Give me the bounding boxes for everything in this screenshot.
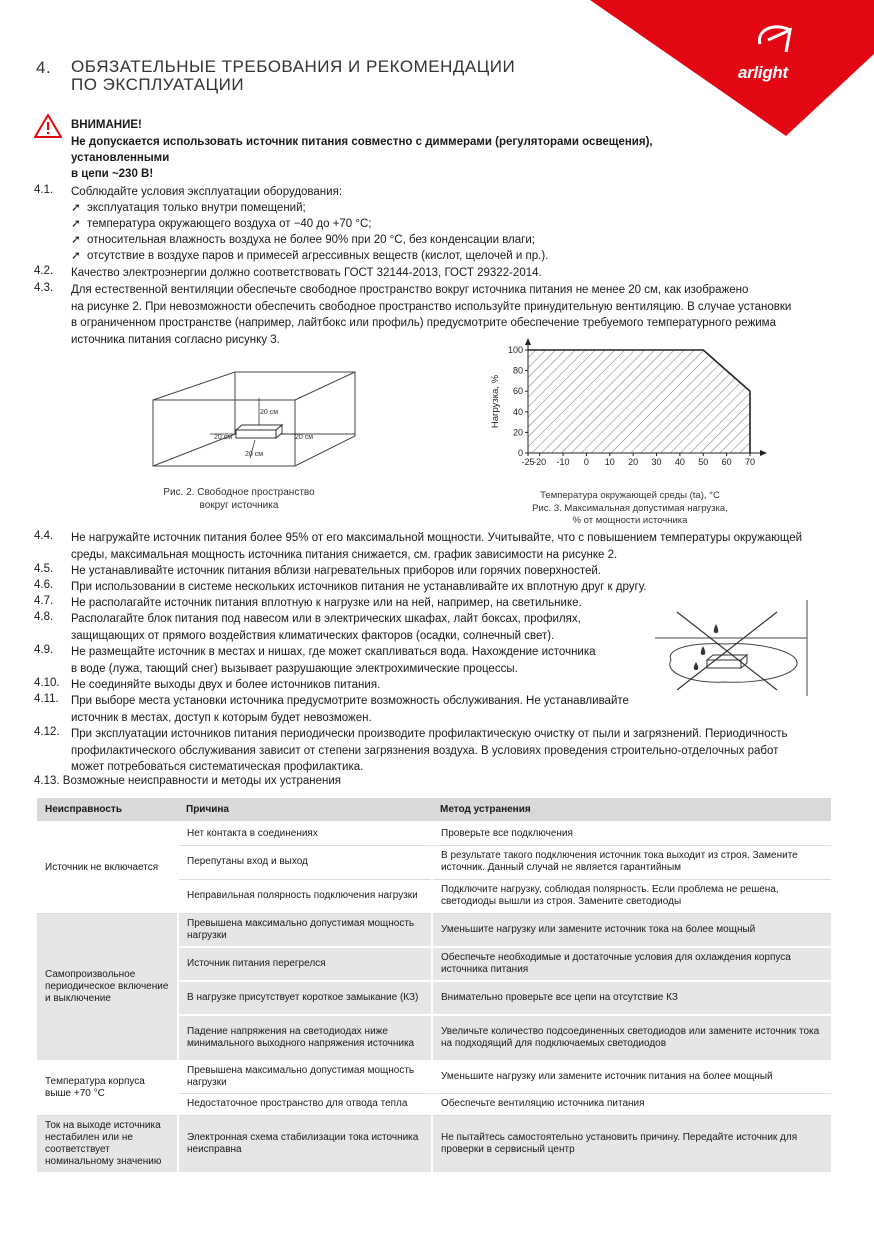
header-fix: Метод устранения [432,798,831,822]
water-prohibition-illustration [655,598,815,696]
arrow-bullet-icon: ➚ [71,234,81,246]
fig2-label-front: 20 см [245,451,264,458]
item-text-4-13: 4.13. Возможные неисправности и методы их устранения [34,775,342,787]
cause-cell: Перепутаны вход и выход [178,845,432,879]
figure2-caption: Рис. 2. Свободное пространство вокруг источника [163,487,315,511]
bullet-item: ➚ относительная влажность воздуха не более 90% при 20 °C, без конденсации влаги; [71,234,535,246]
table-header-row [37,798,831,822]
chart-x-tick-label: 40 [674,457,685,467]
fig2-label-left: 20 см [214,434,233,441]
derating-chart [488,338,768,490]
warning-title: ВНИМАНИЕ! [71,119,142,131]
cause-cell: Превышена максимально допустимая мощность нагрузки [178,913,432,947]
warning-line2: в цепи ~230 В! [71,168,154,180]
bullet-item: ➚ температура окружающего воздуха от −40 до +70 °C; [71,218,372,230]
cause-cell: Превышена максимально допустимая мощность нагрузки [178,1061,432,1093]
item-number-4-9: 4.9. [34,644,54,656]
warning-text [71,134,731,182]
item-text-4-12: При эксплуатации источников питания периодически производите профилактическую очистку от пыли и загрязнений. Периодичность профилактического обслуживания зависит от степени загрязнения воздуха. В условиях проведения строительно-отделочных работ может потребоваться систематическая профилактика. [71,728,788,773]
warning-line1: Не допускается использовать источник питания совместно с диммерами (регуляторами освещения), установленными [71,136,653,164]
chart-x-tick-label: 50 [698,457,709,467]
bullet-item: ➚ эксплуатация только внутри помещений; [71,202,306,214]
item-text-4-4: Не нагружайте источник питания более 95% от его максимальной мощности. Учитывайте, что с повышением температуры окружающей среды, максимальная мощность источника питания снижается, см. график зависимости на рисунке 2. [71,532,803,561]
fault-cell: Температура корпуса выше +70 °C [37,1061,178,1115]
fault-cell: Ток на выходе источника нестабилен или не соответствует номинальному значению [37,1115,178,1173]
chart-x-tick-label: -25 [521,457,535,467]
item-text-4-11: При выборе места установки источника предусмотрите возможность обслуживания. Не устанавливайте источник в местах, доступ к которым будет невозможен. [71,695,629,724]
section-title-line1: ОБЯЗАТЕЛЬНЫЕ ТРЕБОВАНИЯ И РЕКОМЕНДАЦИИ [71,57,516,76]
chart-y-tick-label: 80 [512,365,523,376]
brand-logo: arlight [738,63,788,82]
section-title [71,58,591,94]
fix-cell: Подключите нагрузку, соблюдая полярность. Если проблема не решена, светодиоды вышли из строя. Замените светодиоды [432,879,831,913]
chart-x-tick-label: 10 [604,457,615,467]
item-number-4-3: 4.3. [34,282,54,294]
cause-cell: Недостаточное пространство для отвода тепла [178,1093,432,1115]
chart-y-tick-label: 20 [512,427,523,438]
item-text-4-2: Качество электроэнергии должно соответствовать ГОСТ 32144-2013, ГОСТ 29322-2014. [71,267,542,279]
arrow-bullet-icon: ➚ [71,202,81,214]
cause-cell: Неправильная полярность подключения нагрузки [178,879,432,913]
cause-cell: В нагрузке присутствует короткое замыкание (КЗ) [178,981,432,1015]
cross-out-icon [677,612,777,690]
cause-cell: Электронная схема стабилизации тока источника неисправна [178,1115,432,1173]
fix-cell: Обеспечьте необходимые и достаточные условия для охлаждения корпуса источника питания [432,947,831,981]
section-number: 4. [36,58,52,77]
item-text-4-5: Не устанавливайте источник питания вблизи нагревательных приборов или горячих поверхностей. [71,565,601,577]
item-number-4-10: 4.10. [34,677,60,689]
arrow-bullet-icon: ➚ [71,218,81,230]
fig2-label-right: 20 см [295,434,314,441]
arrow-bullet-icon: ➚ [71,250,81,262]
item-number-4-7: 4.7. [34,595,54,607]
fix-cell: Не пытайтесь самостоятельно установить причину. Передайте источник для проверки в сервисный центр [432,1115,831,1173]
item-text-4-3: Для естественной вентиляции обеспечьте свободное пространство вокруг источника питания не менее 20 см, как изображено на рисунке 2. При невозможности обеспечить свободное пространство используйте принудительную вентиляцию. В случае установки в ограниченном пространстве (например, лайтбокс или профиль) предусмотрите обеспечение требуемого температурного режима источника питания согласно рисунку 3. [71,284,792,346]
chart-x-tick-label: 20 [628,457,639,467]
item-text-4-9: Не размещайте источник в местах и нишах, где может скапливаться вода. Нахождение источника в воде (лужа, тающий снег) вызывает разрушающие электрохимические процессы. [71,646,596,675]
item-number-4-8: 4.8. [34,611,54,623]
item-text-4-10: Не соединяйте выходы двух и более источников питания. [71,679,381,691]
item-number-4-5: 4.5. [34,563,54,575]
chart-x-label: Температура окружающей среды (ta), °C [540,490,720,501]
chart-y-tick-label: 40 [512,406,523,417]
chart-x-tick-label: -10 [556,457,570,467]
item-number-4-4: 4.4. [34,530,54,542]
chart-x-tick-label: 0 [583,457,589,467]
fix-cell: В результате такого подключения источник тока выходит из строя. Замените источник. Данный случай не является гарантийным [432,845,831,879]
chart-y-tick-label: 100 [507,345,523,355]
fault-cell: Самопроизвольное периодическое включение и выключение [37,913,178,1061]
table-row [37,1115,831,1173]
item-number-4-1: 4.1. [34,184,54,196]
chart-y-axis-arrow-icon [525,338,531,345]
chart-y-tick-label: 0 [517,448,523,458]
chart-y-tick-label: 60 [512,386,523,397]
item-number-4-6: 4.6. [34,579,54,591]
chart-x-tick-label: -20 [533,457,547,467]
chart-area-fill [528,350,750,453]
fix-cell: Уменьшите нагрузку или замените источник питания на более мощный [432,1061,831,1093]
item-number-4-12: 4.12. [34,726,60,738]
fault-cell: Источник не включается [37,822,178,913]
cause-cell: Источник питания перегрелся [178,947,432,981]
fix-cell: Проверьте все подключения [432,822,831,845]
chart-y-label: Нагрузка, % [490,374,501,429]
warning-triangle-icon [34,114,62,138]
chart-x-tick-label: 60 [721,457,732,467]
brand-corner [590,0,874,136]
fix-cell: Внимательно проверьте все цепи на отсутствие КЗ [432,981,831,1015]
chart-x-axis-arrow-icon [760,450,767,456]
fix-cell: Уменьшите нагрузку или замените источник тока на более мощный [432,913,831,947]
item-number-4-2: 4.2. [34,265,54,277]
item-text-4-1: Соблюдайте условия эксплуатации оборудования: [71,186,343,198]
item-text-4-6: При использовании в системе нескольких источников питания не устанавливайте их вплотную друг к другу. [71,581,647,593]
item-text-4-8: Располагайте блок питания под навесом или в электрических шкафах, лайт боксах, профилях, защищающих от прямого воздействия климатических факторов (осадки, солнечный свет). [71,613,581,642]
fig2-label-top: 20 см [260,409,279,416]
fix-cell: Увеличьте количество подсоединенных светодиодов или замените источник тока на подходящий для подключаемых светодиодов [432,1015,831,1061]
header-cause: Причина [178,798,432,822]
chart-x-tick-label: 30 [651,457,662,467]
table-row [37,913,831,947]
chart-x-tick-label: 70 [744,457,756,467]
figure3-caption: Температура окружающей среды (ta), °C Рис. 3. Максимальная допустимая нагрузка, % от мощности источника [506,490,754,528]
bullet-item: ➚ отсутствие в воздухе паров и примесей агрессивных веществ (кислот, щелочей и пр.). [71,250,549,262]
cause-cell: Падение напряжения на светодиодах ниже минимального выходного напряжения источника [178,1015,432,1061]
troubleshooting-table [37,798,831,1174]
section-title-line2: ПО ЭКСПЛУАТАЦИИ [71,75,245,94]
fix-cell: Обеспечьте вентиляцию источника питания [432,1093,831,1115]
item-number-4-11: 4.11. [34,693,59,705]
header-fault: Неисправность [37,798,178,822]
cause-cell: Нет контакта в соединениях [178,822,432,845]
item-text-4-7: Не располагайте источник питания вплотную к нагрузке или на ней, например, на светильнике. [71,597,582,609]
table-row [37,1061,831,1093]
table-row [37,822,831,845]
